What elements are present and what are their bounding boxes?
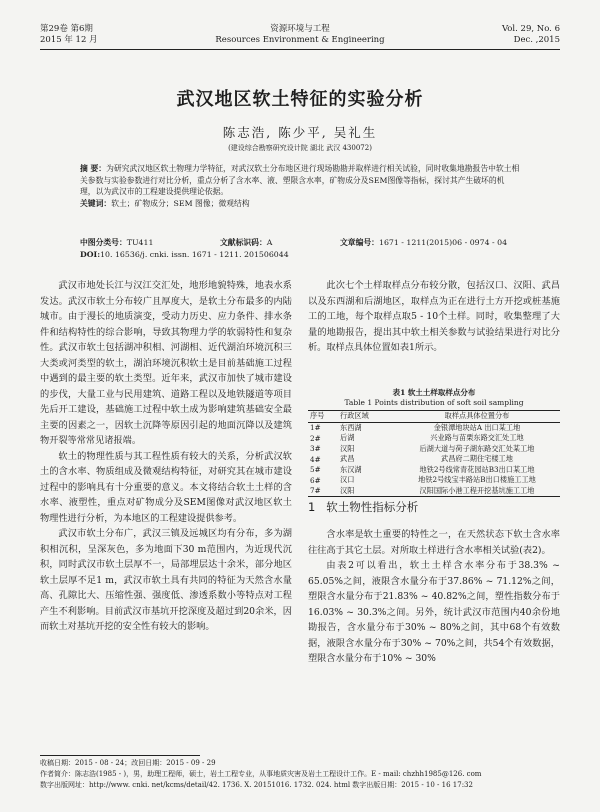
water-content-paragraph-1: 含水率是软土重要的特性之一，在天然状态下软土含水率往往高于其它土层。对所取土样进行含水率相关试验(表2)。	[308, 529, 560, 556]
abstract-label: 摘 要：	[80, 164, 107, 173]
volume-issue: 第29卷 第6期	[40, 24, 93, 34]
table-cell: 兴业路与苗栗东路交汇处工地	[430, 433, 524, 443]
table-cell: 2#	[310, 433, 321, 443]
table-cell: 汉口	[340, 475, 355, 485]
doi	[80, 249, 289, 261]
table-cell: 汉阳	[340, 485, 355, 495]
paper-title: 武汉地区软土特征的实验分析	[176, 89, 424, 110]
table-cell: 汉阳国际小港工程开挖基坑施工工地	[419, 485, 535, 495]
table-cell: 4#	[310, 454, 321, 464]
section-number: 1	[308, 500, 316, 514]
table1-caption-cn: 表1 软土土样取样点分布	[392, 388, 476, 397]
volume-issue-en: Vol. 29, No. 6	[501, 24, 560, 34]
abstract	[80, 163, 520, 198]
article-no-label: 文章编号：	[340, 238, 379, 247]
table-cell: 地铁2号线宝丰路站B出口楼施工工地	[418, 475, 536, 485]
table-cell: 1#	[310, 423, 321, 433]
section-title: 软土物性指标分析	[326, 500, 419, 514]
table1-caption-en: Table 1 Points distribution of soft soil sampling	[344, 398, 524, 407]
affiliation: (建设综合勘察研究设计院 湖北 武汉 430072)	[228, 144, 372, 152]
article-number	[340, 237, 507, 249]
table-row	[308, 433, 560, 444]
journal-name-cn: 资源环境与工程	[270, 24, 330, 34]
table-cell: 后湖大道与荷子湖东路交汇处某工地	[419, 443, 535, 453]
table1	[308, 410, 560, 497]
intro-paragraph-2: 软土的物理性质与其工程性质有较大的关系，分析武汉软土的含水率、物质组成及微观结构特征，对研究其在城市建设过程中的影响具有十分重要的意义。本文将结合软土土样的含水率、液塑性，重点对矿物成分及SEM图像对武汉地区软土物理性进行分析，为本地区的工程建设提供参考。	[40, 450, 292, 524]
table-cell: 武昌府二期住宅楼工地	[441, 454, 513, 464]
keywords	[80, 198, 520, 210]
table-row	[308, 475, 560, 486]
left-column	[40, 278, 292, 635]
intro-paragraph-3: 武汉市软土分布广，武汉三镇及远城区均有分布，多为湖积相沉积，呈深灰色，多为地面下30 m范围内，为近现代沉积，同时武汉市软土层厚不一，局部埋层达十余米，部分地区软土层厚不足1 m，武汉市软土具有共同的特征为天然含水量高、孔隙比大、压缩性强、强度低、渗透系数小等特点对工程产生不利影响。目前武汉市基坑开挖深度及超过到20余米，因而软土对基坑开挖的安全性有较大的影响。	[40, 528, 292, 632]
doc-code-value: A	[266, 238, 273, 247]
water-content-paragraph-2: 由表2可以看出，软土土样含水率分布于38.3% ~ 65.05%之间，液限含水量分布于37.86% ~ 71.12%之间，塑限含水量分布于21.83% ~ 40.82%之间，塑性指数分布于16.03% ~ 30.3%之间。另外，统计武汉市范围内40余份地勘报告，含水量分布于30% ~ 80%之间，其中68个有效数据，液限含水量分布于30% ~ 70%之间，共54个有效数据，塑限含水量分布于10% ~ 30%	[308, 560, 560, 664]
table-cell: 地铁2号线常青花园站B3出口某工地	[419, 464, 535, 474]
table-cell: 武昌	[340, 454, 355, 464]
table-row	[308, 486, 560, 497]
header-rule	[40, 49, 560, 50]
table-cell: 东汉湖	[340, 464, 362, 474]
doi-value: 10. 16536/j. cnki. issn. 1671 - 1211. 201506044	[100, 250, 289, 259]
clc-value: TU411	[126, 238, 154, 247]
table-row	[308, 422, 560, 433]
footnote	[40, 758, 560, 791]
doc-code-label: 文献标识码：	[220, 238, 267, 247]
table-header-cell: 取样点具体位置分布	[444, 411, 510, 421]
table-cell: 东西湖	[340, 422, 362, 432]
table-header-row	[308, 411, 560, 423]
table-cell: 6#	[310, 475, 321, 485]
keywords-text: 软土；矿物成分；SEM 图像；微观结构	[111, 198, 250, 208]
authors: 陈志浩, 陈少平, 吴礼生	[222, 125, 378, 140]
section-heading	[308, 499, 418, 515]
issue-date-en: Dec. ,2015	[513, 35, 560, 45]
table-cell: 5#	[310, 465, 321, 475]
abstract-text: 为研究武汉地区软土物理力学特征，对武汉软土分布地区进行现场勘勘并取样进行相关试验，同时收集地勘报告中软土相关参数与实验参数进行对比分析，重点分析了含水率、液、塑限含水率，矿物成分及SEM图像等指标，探讨其产生破坏的机理，以为武汉市的工程建设提供理论依据。	[80, 164, 520, 196]
right-column-bottom	[308, 527, 560, 667]
sampling-paragraph: 此次七个土样取样点分布较分散，包括汉口、汉阳、武昌以及东西湖和后湖地区，取样点为正在进行土方开挖或桩基施工的工地，每个取样点取5 - 10个土样。同时，收集整理了大量的地勘报告，提出其中软土相关参数与试验结果进行对比分析。取样点具体位置如表1所示。	[308, 280, 560, 353]
footnote-rule	[40, 755, 200, 756]
table-cell: 金银潭地块站A 出口某工地	[433, 422, 521, 432]
online-publication: 数字出版网址：http://www. cnki. net/kcms/detail/42. 1736. X. 20151016. 1732. 024. html 数字出版日期：2015 - 10 - 16 17:32	[40, 781, 473, 789]
table-cell: 3#	[310, 444, 321, 454]
table-header-cell: 行政区域	[340, 411, 369, 421]
table-row	[308, 444, 560, 455]
table-cell: 后湖	[340, 433, 355, 443]
article-no-value: 1671 - 1211(2015)06 - 0974 - 04	[378, 238, 508, 247]
doi-label: DOI:	[80, 250, 101, 259]
table-row	[308, 465, 560, 476]
right-column-top	[308, 278, 560, 356]
author-bio: 作者简介：陈志浩(1985 - )，男，助理工程师，硕士，岩土工程专业，从事地质灾害及岩土工程设计工作。E - mail: chzhh1985@126. com	[40, 770, 482, 778]
table-cell: 7#	[310, 486, 321, 496]
table1-caption	[308, 388, 560, 408]
table-cell: 汉阳	[340, 443, 355, 453]
received-date: 收稿日期：2015 - 08 - 24；改回日期：2015 - 09 - 29	[40, 759, 216, 767]
keywords-label: 关键词：	[80, 198, 112, 208]
journal-name-en: Resources Environment & Engineering	[215, 35, 385, 45]
issue-date: 2015 年 12 月	[40, 35, 98, 45]
abstract-block	[80, 163, 520, 209]
clc-label: 中图分类号：	[80, 238, 127, 247]
intro-paragraph-1: 武汉市地处长江与汉江交汇处，地形地貌特殊，地表水系发达。武汉市软土分布较广且厚度大，是软土分布最多的内陆城市。由于漫长的地质演变，受动力历史、应力条件、排水条件和结构特性的综合影响，导致其物理力学的软弱特性和复杂性。武汉市软土包括湖冲积相、河湖相、近代湖泊环境沉积三大类或河类型的软土，湖泊环境沉积软土是目前基础施工过程中遇到的最主要的软土类型。近年来，武汉市加快了城市建设的步伐，大量工业与民用建筑、道路工程以及地铁隧道等项目先后开工建设，基础施工过程中软土成为影响建筑基础安全最主要的因素之一，因软土沉降等原因引起的地面沉降以及建筑物开裂等常常见诸报端。	[40, 280, 292, 446]
document-code	[220, 237, 272, 249]
table-header-cell: 序号	[310, 411, 325, 421]
table-row	[308, 454, 560, 465]
clc-number	[80, 237, 153, 249]
